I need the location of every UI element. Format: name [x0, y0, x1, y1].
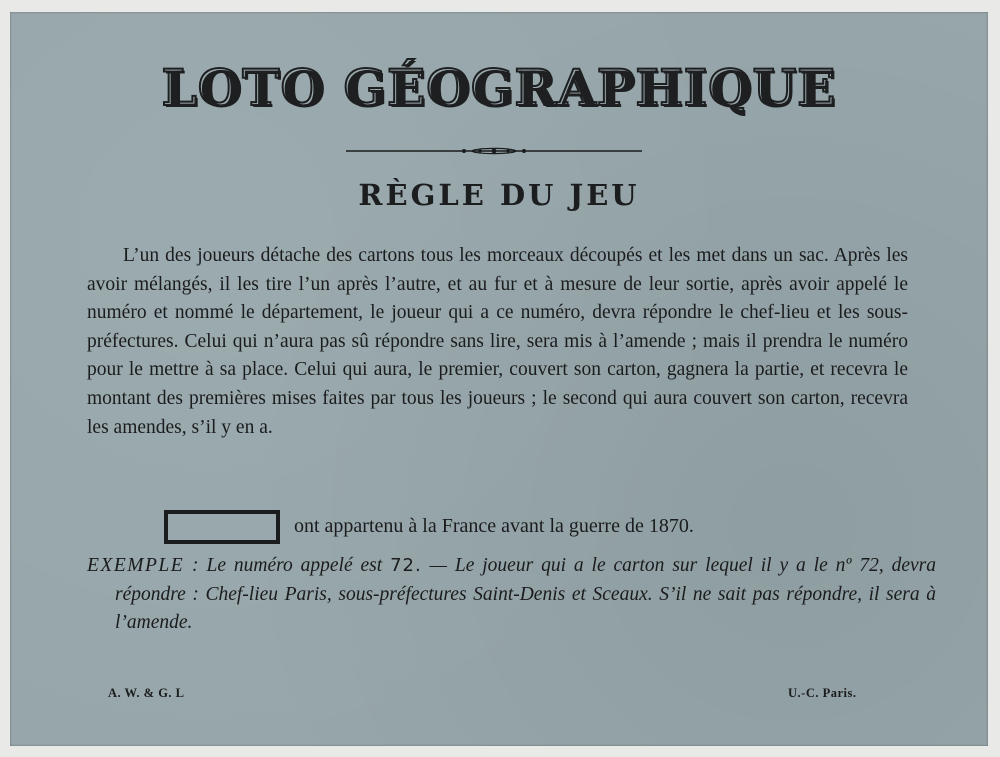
legend-box-symbol: [164, 510, 280, 544]
example-text-start: Le numéro appelé est: [206, 555, 391, 576]
legend-note: [164, 510, 924, 544]
example-separator: :: [184, 555, 207, 576]
example-number: 72.: [390, 555, 422, 576]
legend-note-text: ont appartenu à la France avant la guerre de 1870.: [294, 515, 694, 537]
printer-mark-left: A. W. & G. L: [108, 686, 185, 700]
title-ornament-divider: [346, 146, 642, 156]
example-text-end: — Le joueur qui a le carton sur lequel il y a le nº 72, devra répondre : Chef-lieu Paris, sous-préfectures Saint-Denis et Sceaux. S’il ne sait pas répondre, il sera à l’amende.: [115, 555, 937, 633]
printer-mark-right: U.-C. Paris.: [788, 686, 857, 700]
game-rules-sheet: [10, 12, 988, 746]
rules-heading: RÈGLE DU JEU: [358, 178, 640, 212]
example-label: EXEMPLE: [87, 555, 185, 576]
rules-paragraph: L’un des joueurs détache des cartons tous les morceaux découpés et les met dans un sac. Après les avoir mélangés, il les tire l’un après l’autre, et au fur et à mesure de leur sortie, après avoir appelé le numéro et nommé le département, le joueur qui a ce numéro, devra répondre le chef-lieu et les sous-préfectures. Celui qui n’aura pas sû répondre sans lire, sera mis à l’amende ; mais il prendra le numéro pour le mettre à sa place. Celui qui aura, le premier, couvert son carton, gagnera la partie, et recevra le montant des premières mises faites par tous les joueurs ; le second qui aura couvert son carton, recevra les amendes, s’il y en a.: [87, 245, 908, 438]
example-paragraph: [87, 552, 936, 638]
document-title: LOTO GÉOGRAPHIQUE: [161, 58, 837, 117]
